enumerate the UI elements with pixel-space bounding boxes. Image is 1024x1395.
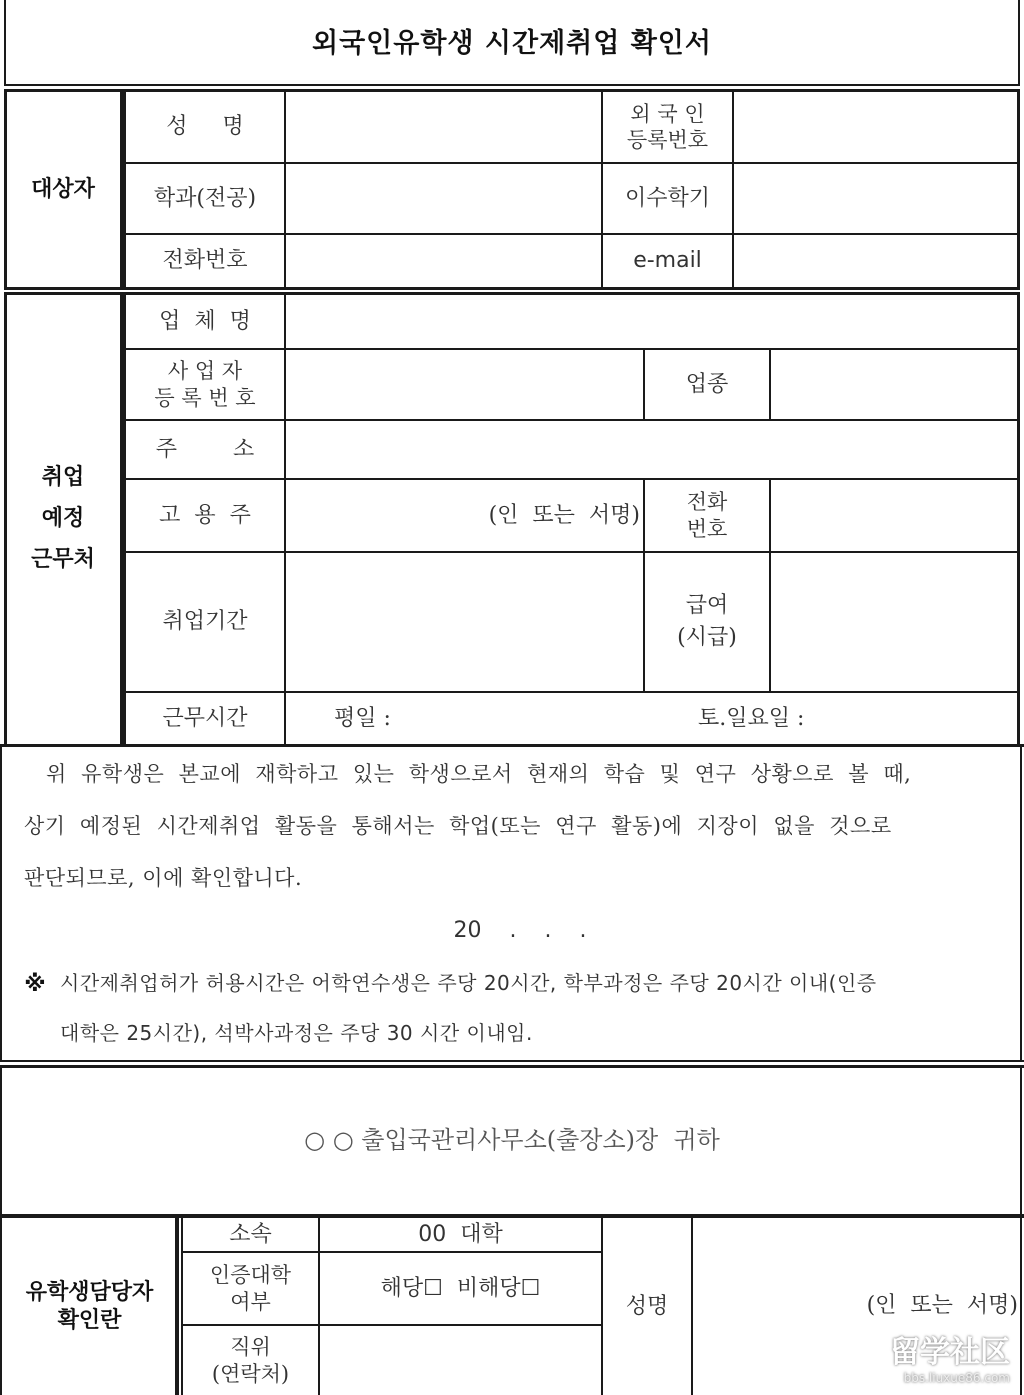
- affiliation-value[interactable]: 00 대학: [418, 1221, 503, 1247]
- note-line-1: 시간제취업허가 허용시간은 어학연수생은 주당 20시간, 학부과정은 주당 20시간 이내(인증: [60, 971, 877, 995]
- subject-section-label: 대상자: [31, 176, 95, 202]
- weekend-hours-field[interactable]: [840, 694, 1016, 743]
- note-text: [60, 958, 1016, 1058]
- document-title: 외국인유학생 시간제취업 확인서: [312, 28, 712, 60]
- industry-field[interactable]: [772, 351, 1016, 418]
- department-field[interactable]: [287, 165, 600, 232]
- position-contact-label: 직위 (연락처): [211, 1335, 290, 1386]
- semester-field[interactable]: [735, 165, 1016, 232]
- workplace-section-label: 취업 예정 근무처: [31, 465, 95, 572]
- work-hours-label: 근무시간: [162, 705, 248, 731]
- confirmation-paragraph: [24, 748, 1014, 904]
- email-field[interactable]: [735, 236, 1016, 286]
- employer-label: 고 용 주: [159, 502, 251, 528]
- email-label: e-mail: [633, 248, 702, 274]
- address-field[interactable]: [287, 422, 1016, 477]
- phone-label: 전화번호: [162, 248, 248, 274]
- certified-university-checkboxes[interactable]: 해당☐ 비해당☐: [380, 1275, 541, 1301]
- position-contact-field[interactable]: [321, 1327, 600, 1393]
- date-line[interactable]: 20 . . .: [453, 918, 587, 944]
- employer-phone-label: 전화 번호: [686, 490, 728, 541]
- company-name-field[interactable]: [287, 296, 1016, 347]
- industry-label: 업종: [685, 371, 729, 397]
- wage-field[interactable]: [772, 554, 1016, 690]
- confirmation-line-3: 판단되므로, 이에 확인합니다.: [24, 866, 303, 890]
- watermark-text: 留学社区: [890, 1335, 1010, 1370]
- weekday-hours-field[interactable]: [410, 694, 680, 743]
- certified-university-label: 인증대학 여부: [209, 1263, 292, 1314]
- wage-label: 급여 (시급): [677, 593, 737, 650]
- weekday-hours-label: 평일 :: [334, 705, 391, 731]
- confirmation-line-1: 위 유학생은 본교에 재학하고 있는 학생으로서 현재의 학습 및 연구 상황으로 볼 때,: [46, 762, 912, 786]
- weekend-hours-label: 토.일요일 :: [698, 705, 805, 731]
- address-label: 주 소: [155, 436, 255, 462]
- note-mark: ※: [24, 972, 46, 998]
- watermark-url: bbs.liuxue86.com: [903, 1371, 1010, 1385]
- semester-label: 이수학기: [624, 185, 710, 211]
- name-field[interactable]: [287, 93, 600, 161]
- employer-signature-hint: (인 또는 서명): [488, 502, 640, 528]
- employer-phone-field[interactable]: [772, 481, 1016, 550]
- confirmation-line-2: 상기 예정된 시간제취업 활동을 통해서는 학업(또는 연구 활동)에 지장이 없을 것으로: [24, 814, 892, 838]
- officer-name-label: 성명: [625, 1293, 669, 1319]
- alien-registration-field[interactable]: [735, 93, 1016, 161]
- note-line-2: 대학은 25시간), 석박사과정은 주당 30 시간 이내임.: [60, 1021, 533, 1045]
- alien-registration-label: 외 국 인 등록번호: [626, 101, 709, 152]
- business-registration-label: 사 업 자 등 록 번 호: [154, 359, 256, 410]
- watermark-logo: [890, 1327, 1010, 1385]
- company-name-label: 업 체 명: [159, 308, 251, 334]
- phone-field[interactable]: [287, 236, 600, 286]
- affiliation-label: 소속: [229, 1221, 272, 1247]
- officer-signature-hint: (인 또는 서명): [866, 1293, 1018, 1319]
- officer-section-label: 유학생담당자 확인란: [25, 1280, 154, 1333]
- employment-period-label: 취업기간: [162, 609, 248, 635]
- name-label: 성 명: [166, 114, 244, 140]
- business-registration-field[interactable]: [287, 351, 642, 418]
- employment-period-field[interactable]: [287, 554, 642, 690]
- department-label: 학과(전공): [153, 185, 257, 211]
- addressee-line: ○ ○ 출입국관리사무소(출장소)장 귀하: [304, 1126, 720, 1154]
